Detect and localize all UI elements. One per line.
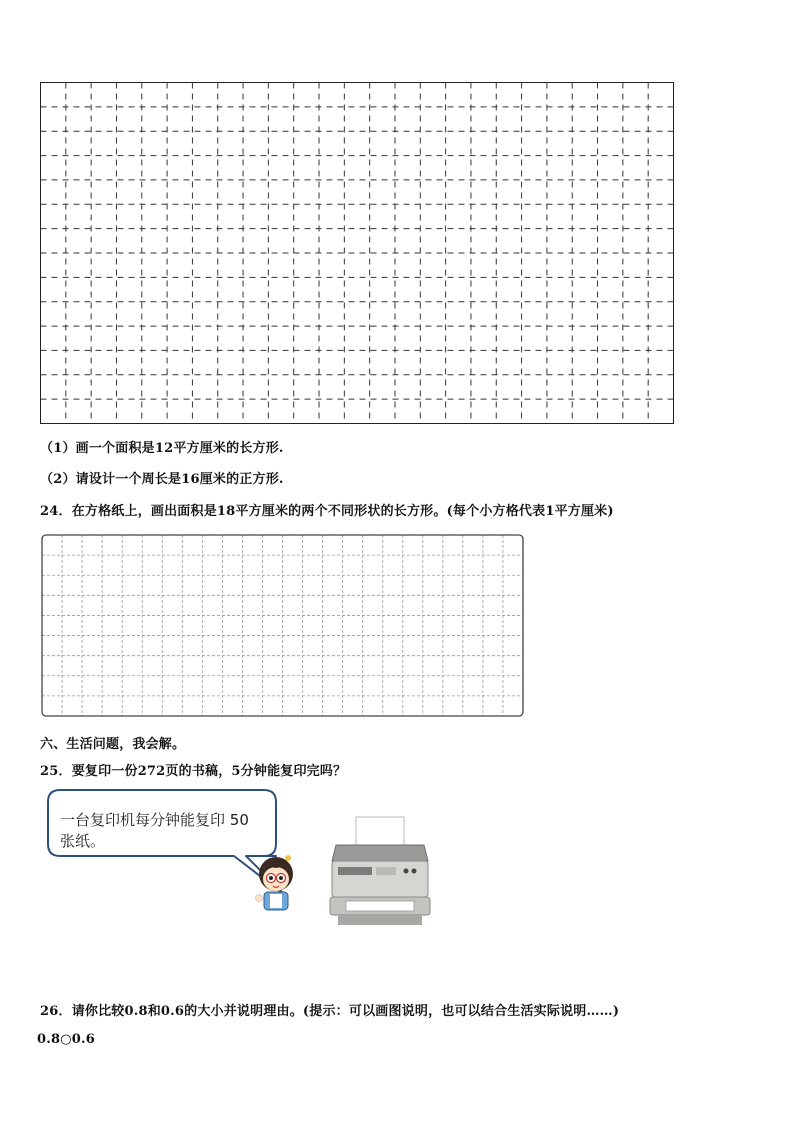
q24-text: 24．在方格纸上，画出面积是18平方厘米的两个不同形状的长方形。(每个小方格代表1平方厘米) [40, 504, 614, 519]
q23-part1: （1）画一个面积是12平方厘米的长方形. [40, 441, 284, 456]
cartoon-girl-icon [254, 848, 298, 912]
grid-paper-1-svg [40, 82, 675, 425]
q26-compare: 0.8○0.6 [37, 1032, 95, 1047]
q23-part2: （2）请设计一个周长是16厘米的正方形. [40, 472, 284, 487]
grid-paper-2-svg [41, 534, 525, 718]
section6-title: 六、生活问题，我会解。 [40, 737, 186, 752]
bubble-text [60, 810, 249, 852]
copier-icon [328, 815, 432, 927]
q26-text: 26．请你比较0.8和0.6的大小并说明理由。(提示：可以画图说明，也可以结合生活实际说明……) [40, 1004, 620, 1019]
grid-paper-1 [40, 82, 675, 425]
q25-text: 25．要复印一份272页的书稿，5分钟能复印完吗？ [40, 764, 347, 779]
bubble-line-2: 张纸。 [60, 832, 106, 850]
bubble-line-1: 一台复印机每分钟能复印 50 [60, 811, 249, 829]
grid-paper-2 [41, 534, 525, 718]
